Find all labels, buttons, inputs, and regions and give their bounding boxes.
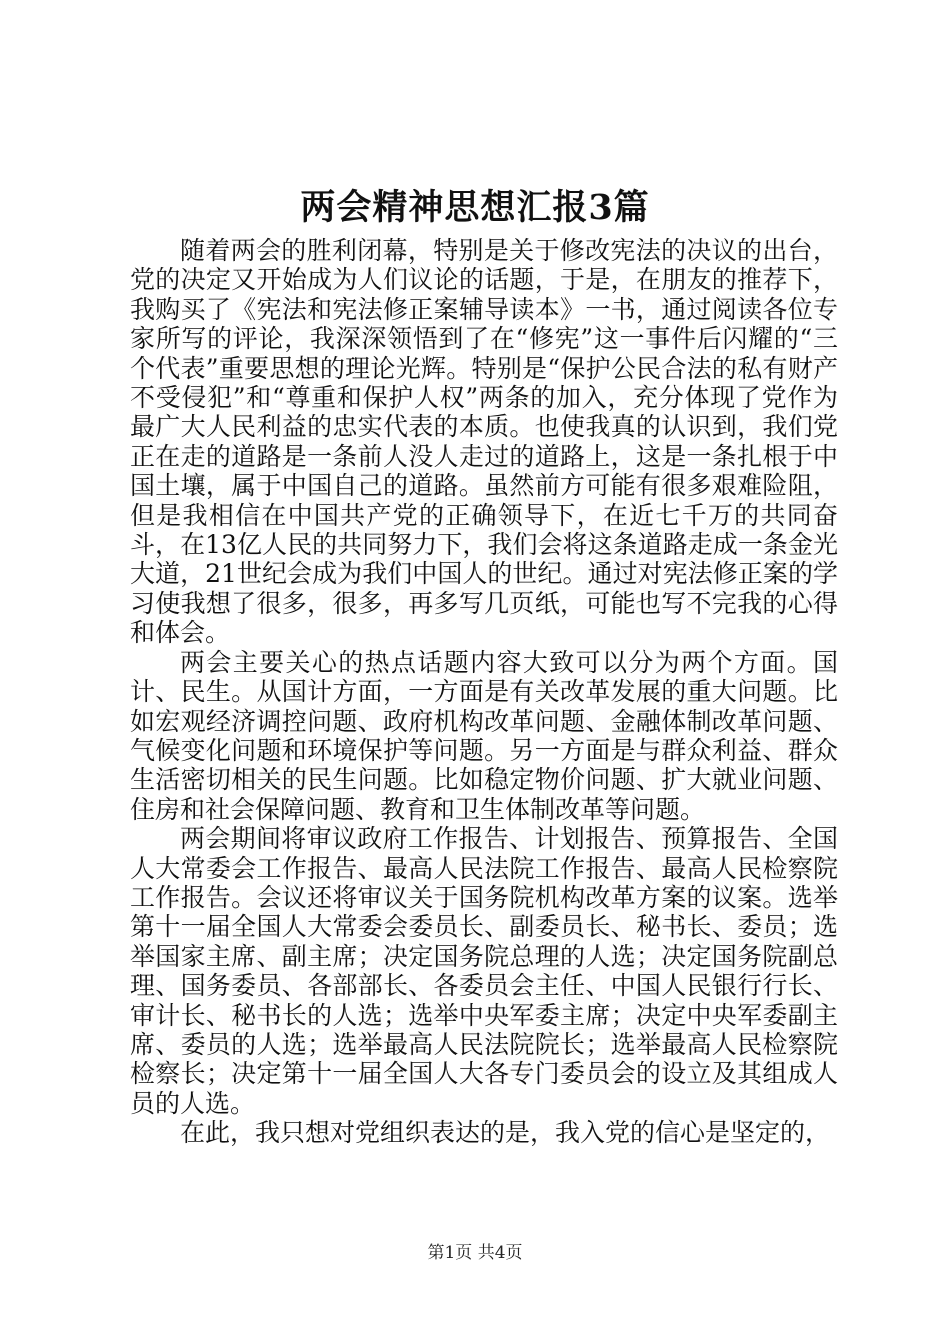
page-number-footer: 第1页 共4页 xyxy=(427,1243,523,1263)
body-paragraph: 在此，我只想对党组织表达的是，我入党的信心是坚定的， xyxy=(180,1118,831,1148)
document-title: 两会精神思想汇报3篇 xyxy=(300,187,650,228)
body-paragraph: 两会期间将审议政府工作报告、计划报告、预算报告、全国人大常委会工作报告、最高人民法院工作报告、最高人民检察院工作报告。会议还将审议关于国务院机构改革方案的议案。选举第十一届全国人大常委会委员长、副委员长、秘书长、委员；选举国家主席、副主席；决定国务院总理的人选；决定国务院副总理、国务委员、各部部长、各委员会主任、中国人民银行行长、审计长、秘书长的人选；选举中央军委主席；决定中央军委副主席、委员的人选；选举最高人民法院院长；选举最高人民检察院检察长；决定第十一届全国人大各专门委员会的设立及其组成人员的人选。 xyxy=(130,824,838,1118)
body-paragraph: 随着两会的胜利闭幕，特别是关于修改宪法的决议的出台，党的决定又开始成为人们议论的话题，于是，在朋友的推荐下，我购买了《宪法和宪法修正案辅导读本》一书，通过阅读各位专家所写的评论，我深深领悟到了在“修宪”这一事件后闪耀的“三个代表”重要思想的理论光辉。特别是“保护公民合法的私有财产不受侵犯”和“尊重和保护人权”两条的加入，充分体现了党作为最广大人民利益的忠实代表的本质。也使我真的认识到，我们党正在走的道路是一条前人没人走过的道路上，这是一条扎根于中国土壤，属于中国自己的道路。虽然前方可能有很多艰难险阻，但是我相信在中国共产党的正确领导下，在近七千万的共同奋斗，在13亿人民的共同努力下，我们会将这条道路走成一条金光大道，21世纪会成为我们中国人的世纪。通过对宪法修正案的学习使我想了很多，很多，再多写几页纸，可能也写不完我的心得和体会。 xyxy=(130,236,838,648)
document-body xyxy=(130,236,838,1148)
body-paragraph: 两会主要关心的热点话题内容大致可以分为两个方面。国计、民生。从国计方面，一方面是有关改革发展的重大问题。比如宏观经济调控问题、政府机构改革问题、金融体制改革问题、气候变化问题和环境保护等问题。另一方面是与群众利益、群众生活密切相关的民生问题。比如稳定物价问题、扩大就业问题、住房和社会保障问题、教育和卫生体制改革等问题。 xyxy=(130,647,838,824)
